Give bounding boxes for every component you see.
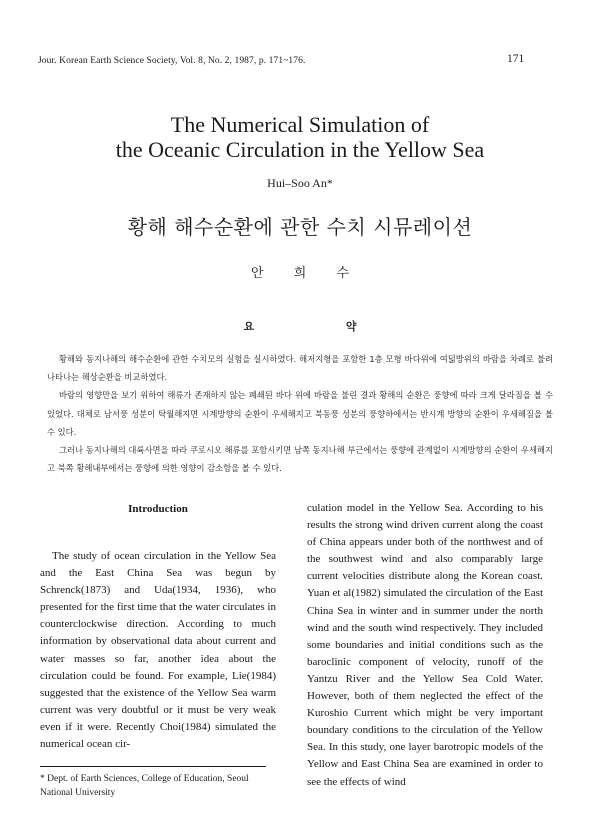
abstract-heading: 요 약 bbox=[243, 320, 357, 333]
abstract-paragraph-3: 그러나 동지나해의 대륙사면을 따라 쿠로시오 해류를 포함시키면 남쪽 동지나해 부근에서는 풍향에 관계없이 시계방향의 순환이 우세해지고 북쪽 황해내부에서는 풍향에 의한 영향이 감소함을 볼 수 있다. bbox=[47, 445, 553, 474]
korean-title: 황해 해수순환에 관한 수치 시뮤레이션 bbox=[127, 215, 473, 239]
footnote-divider bbox=[40, 766, 266, 767]
journal-citation: Jour. Korean Earth Science Society, Vol. 8, No. 2, 1987, p. 171~176. bbox=[38, 56, 306, 66]
introduction-right-column: culation model in the Yellow Sea. According to his results the strong wind driven current along the coast of China appears under both of the northwest and of the southwest wind and also comparably large current velocities distribute along the Korean coast. Yuan et al(1982) simulated the circulation of the East China Sea in winter and in summer under the north wind and the south wind respectively. They included some boundaries and initial conditions such as the baroclinic component of velocity, runoff of the Yantzu River and the Yellow Sea Cold Water. However, both of them neglected the effect of the Kuroshio Current which might be very important boundary conditions to the circulation of the Yellow Sea. In this study, one layer barotropic models of the Yellow and East China Sea are examined in order to see the effects of wind bbox=[307, 502, 543, 788]
author-name: Hui–Soo An* bbox=[267, 176, 333, 190]
author-affiliation-footnote: * Dept. of Earth Sciences, College of Education, Seoul National University bbox=[40, 774, 249, 798]
abstract-paragraph-2: 바람의 영향만을 보기 위하여 해류가 존재하지 않는 폐쇄된 바다 위에 바람을 불린 결과 황해의 순환은 풍향에 따라 크게 달라짐을 볼 수 있었다. 대체로 남서풍 성분이 탁월해지면 시계방향의 순환이 우세해지고 북동풍 성분의 풍향하에서는 반시계 방향의 순환이 우세해짐을 볼 수 있다. bbox=[47, 390, 553, 437]
korean-author: 안 희 수 bbox=[251, 266, 349, 281]
introduction-heading: Introduction bbox=[128, 503, 188, 515]
paper-title-line-1: The Numerical Simulation of bbox=[170, 112, 430, 137]
abstract-paragraph-1: 황해와 동지나해의 해수순환에 관한 수치모의 실험을 실시하였다. 해저지형을 포함한 1층 모형 바다위에 여덟방위의 바람을 차례로 불려 나타나는 해상순환을 비교하였다. bbox=[47, 354, 553, 383]
page-number: 171 bbox=[507, 53, 525, 65]
korean-abstract bbox=[47, 350, 553, 477]
introduction-left-column: The study of ocean circulation in the Yellow Sea and the East China Sea was begun by Schrenck(1873) and Uda(1934, 1936), who presented for the first time that the water circulates in counterclockwise direction. According to much information by observational data about current and water masses so far, another idea about the circulation could be found. For example, Lie(1984) suggested that the existence of the Yellow Sea warm current was very doubtful or it must be very weak even if it were. Recently Choi(1984) simulated the numerical ocean cir- bbox=[40, 550, 276, 751]
paper-title-line-2: the Oceanic Circulation in the Yellow Sea bbox=[115, 137, 485, 162]
